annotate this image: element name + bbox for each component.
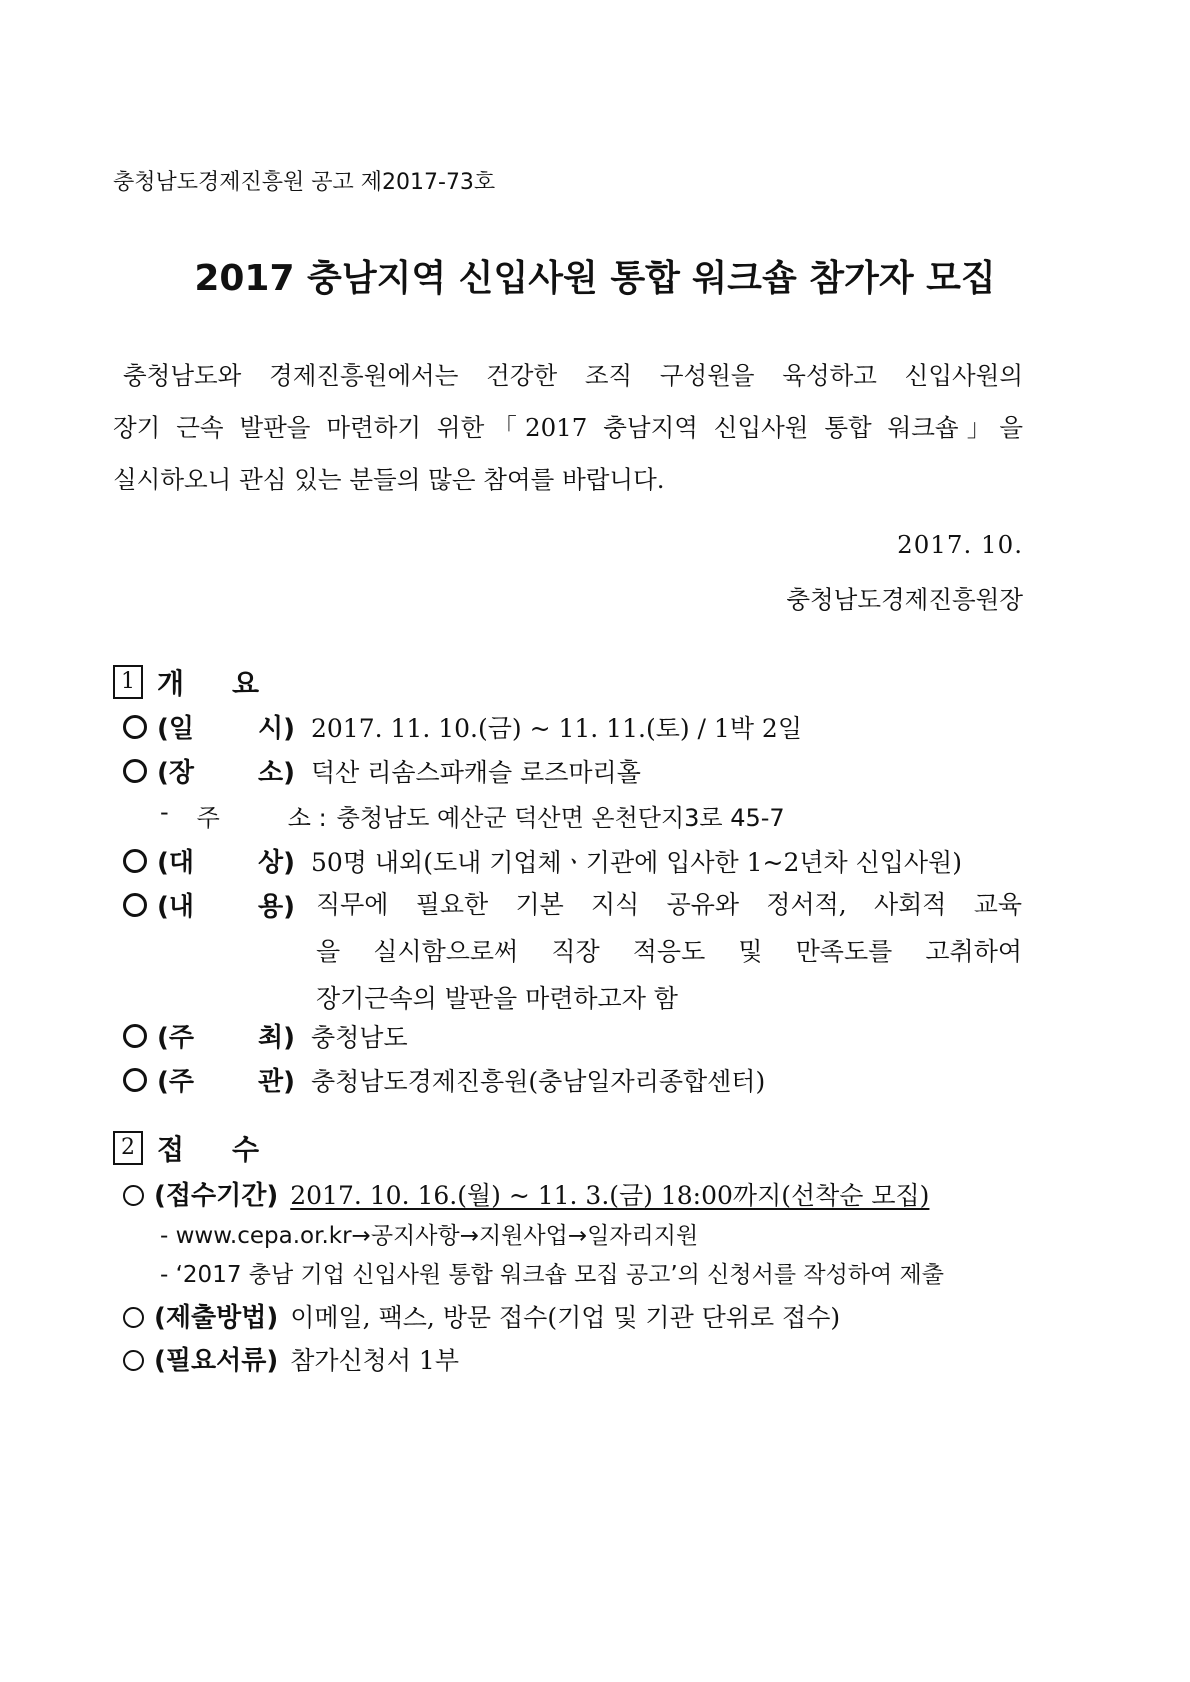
circle-bullet-icon [123, 759, 147, 783]
section-number: 2 [113, 1131, 143, 1165]
circle-bullet-icon [123, 1185, 144, 1206]
circle-bullet-icon [123, 1068, 147, 1092]
section-title: 접수 [157, 1133, 308, 1166]
intro-paragraph [113, 350, 1023, 506]
section-number: 1 [113, 665, 143, 699]
intro-line: 실시하오니 관심 있는 분들의 많은 참여를 바랍니다. [113, 465, 665, 494]
item-target [123, 842, 962, 879]
item-organizer [123, 1061, 765, 1098]
item-value: 참가신청서 1부 [290, 1346, 459, 1375]
item-label: (접수기간) [154, 1181, 279, 1211]
item-label: (장 소) [157, 758, 295, 788]
item-value: 충청남도 [311, 1023, 408, 1052]
content-line: 직무에 필요한 기본 지식 공유와 정서적, 사회적 교육 [316, 890, 1022, 919]
circle-bullet-icon [123, 893, 147, 917]
item-value: 2017. 10. 16.(월) ~ 11. 3.(금) 18:00까지(선착순 모집) [290, 1181, 930, 1210]
section-heading-application [113, 1128, 307, 1168]
circle-bullet-icon [123, 1024, 147, 1048]
content-line: 장기근속의 발판을 마련하고자 함 [316, 984, 678, 1013]
content-line: 을 실시함으로써 직장 적응도 및 만족도를 고취하여 [316, 937, 1022, 966]
item-value: 충청남도 예산군 덕산면 온천단지3로 45-7 [336, 804, 785, 832]
dash-prefix: - [160, 798, 169, 826]
issue-date: 2017. 10. [897, 530, 1023, 559]
item-value: 50명 내외(도내 기업체ㆍ기관에 입사한 1~2년차 신입사원) [311, 848, 962, 877]
page-title: 2017 충남지역 신입사원 통합 워크숍 참가자 모집 [194, 258, 996, 299]
circle-bullet-icon [123, 1307, 144, 1328]
item-label: (내 용) [157, 892, 295, 922]
item-label: (일 시) [157, 714, 295, 744]
item-label: 주 소 : [196, 804, 327, 832]
item-label: (필요서류) [154, 1346, 279, 1376]
item-label: (대 상) [157, 848, 295, 878]
item-period [123, 1175, 929, 1212]
item-venue [123, 752, 641, 789]
item-content [123, 886, 311, 923]
item-label: (주 관) [157, 1067, 295, 1097]
item-address [160, 798, 785, 833]
item-value: 이메일, 팩스, 방문 접수(기업 및 기관 단위로 접수) [290, 1303, 841, 1332]
item-schedule [123, 708, 802, 745]
intro-line: 충청남도와 경제진흥원에서는 건강한 조직 구성원을 육성하고 신입사원의 [123, 361, 1023, 390]
application-form-note: - ‘2017 충남 기업 신입사원 통합 워크숍 모집 공고’의 신청서를 작성하여 제출 [160, 1262, 944, 1288]
issuer-name: 충청남도경제진흥원장 [786, 585, 1023, 614]
item-documents [123, 1340, 459, 1377]
circle-bullet-icon [123, 849, 147, 873]
circle-bullet-icon [123, 1350, 144, 1371]
application-path: - www.cepa.or.kr→공지사항→지원사업→일자리지원 [160, 1223, 699, 1249]
item-label: (제출방법) [154, 1303, 279, 1333]
item-value: 2017. 11. 10.(금) ~ 11. 11.(토) / 1박 2일 [311, 714, 802, 743]
item-label: (주 최) [157, 1023, 295, 1053]
section-title: 개요 [157, 667, 308, 700]
item-method [123, 1297, 840, 1334]
section-heading-overview [113, 662, 307, 702]
notice-number: 충청남도경제진흥원 공고 제2017-73호 [113, 170, 496, 195]
item-value: 덕산 리솜스파캐슬 로즈마리홀 [311, 758, 641, 787]
intro-line: 장기 근속 발판을 마련하기 위한「2017 충남지역 신입사원 통합 워크숍」을 [113, 413, 1023, 442]
circle-bullet-icon [123, 715, 147, 739]
item-host [123, 1017, 408, 1054]
item-content-text [316, 881, 1022, 1022]
item-value: 충청남도경제진흥원(충남일자리종합센터) [311, 1067, 766, 1096]
